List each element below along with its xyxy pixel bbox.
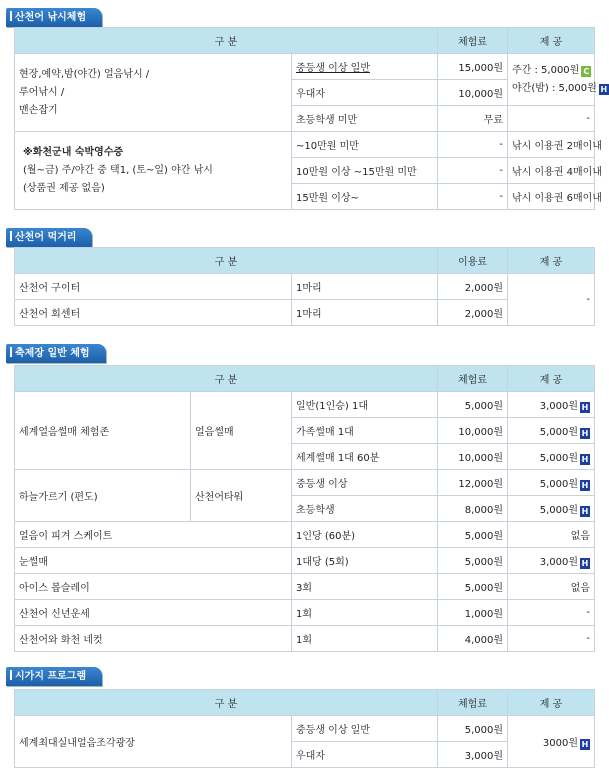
col-header-category: 구 분 xyxy=(15,28,438,54)
col-header-category: 구 분 xyxy=(15,366,438,392)
table-cell: 1,000원 xyxy=(438,600,508,626)
table-cell: - xyxy=(508,106,595,132)
h-icon: H xyxy=(581,480,589,490)
fishing-desc: 현장,예약,밤(야간) 얼음낚시 / 루어낚시 / 맨손잡기 xyxy=(15,54,292,132)
table-cell: 4,000원 xyxy=(438,626,508,652)
table-cell: 8,000원 xyxy=(438,496,508,522)
table-cell: 15만원 이상~ xyxy=(292,184,438,210)
table-cell: 중등생 이상 xyxy=(292,470,438,496)
table-cell: - xyxy=(438,132,508,158)
h-icon: H xyxy=(581,454,589,464)
table-cell: 아이스 봅슬레이 xyxy=(15,574,292,600)
table-cell: 우대자 xyxy=(292,742,438,768)
table-cell: 중등생 이상 일반 xyxy=(292,716,438,742)
table-cell: 1인당 (60분) xyxy=(292,522,438,548)
fishing-table xyxy=(14,27,608,210)
col-header-fee: 체험료 xyxy=(438,690,508,716)
food-table xyxy=(14,247,595,326)
table-cell: 1회 xyxy=(292,626,438,652)
table-cell: 없음 xyxy=(508,522,595,548)
table-cell: - xyxy=(508,274,595,326)
table-cell: 5,000원 xyxy=(438,716,508,742)
table-cell: 우대자 xyxy=(292,80,438,106)
table-cell: 없음 xyxy=(508,574,595,600)
section-title-fishing: 산천어 낚시체험 xyxy=(6,8,102,27)
table-cell: 2,000원 xyxy=(438,300,508,326)
table-cell: 1회 xyxy=(292,600,438,626)
table-cell: 1마리 xyxy=(292,300,438,326)
h-icon: H xyxy=(600,84,608,94)
table-cell: 세계얼음썰매 체험존 xyxy=(15,392,191,470)
table-cell: 10,000원 xyxy=(438,418,508,444)
table-cell: 산천어 구이터 xyxy=(15,274,292,300)
table-cell: - xyxy=(508,600,595,626)
coupon-icon: C xyxy=(581,66,591,77)
table-cell: - xyxy=(508,626,595,652)
col-header-offer: 제 공 xyxy=(508,690,595,716)
table-cell: 5,000원 xyxy=(438,392,508,418)
col-header-fee: 이용료 xyxy=(438,248,508,274)
table-cell: 산천어 신년운세 xyxy=(15,600,292,626)
table-cell: - xyxy=(438,158,508,184)
section-title-general: 축제장 일반 체험 xyxy=(6,344,106,363)
table-cell: 세계최대실내얼음조각광장 xyxy=(15,716,292,768)
table-cell: 가족썰매 1대 xyxy=(292,418,438,444)
table-cell: 5,000원 H xyxy=(508,470,595,496)
table-cell: 5,000원 xyxy=(438,522,508,548)
table-cell: 1대당 (5회) xyxy=(292,548,438,574)
table-cell: 2,000원 xyxy=(438,274,508,300)
section-title-food: 산천어 먹거리 xyxy=(6,228,92,247)
col-header-category: 구 분 xyxy=(15,248,438,274)
table-cell: 산천어 회센터 xyxy=(15,300,292,326)
col-header-offer: 제 공 xyxy=(508,28,595,54)
table-cell: 중등생 이상 일반 xyxy=(292,54,438,80)
table-cell: 얼음이 피겨 스케이트 xyxy=(15,522,292,548)
col-header-category: 구 분 xyxy=(15,690,438,716)
table-cell: 5,000원 xyxy=(438,574,508,600)
table-cell: 3,000원 H xyxy=(508,392,595,418)
col-header-offer: 제 공 xyxy=(508,248,595,274)
table-cell: 무료 xyxy=(438,106,508,132)
section-title-downtown: 시가지 프로그램 xyxy=(6,667,102,686)
table-cell: 산천어와 화천 네컷 xyxy=(15,626,292,652)
h-icon: H xyxy=(581,402,589,412)
table-cell: - xyxy=(438,184,508,210)
h-icon: H xyxy=(581,739,589,749)
table-cell: 3회 xyxy=(292,574,438,600)
table-cell: 낚시 이용권 6매이내 xyxy=(508,184,595,210)
table-cell: 초등학생 xyxy=(292,496,438,522)
table-cell: 10,000원 xyxy=(438,80,508,106)
col-header-offer: 제 공 xyxy=(508,366,595,392)
table-cell: 5,000원 xyxy=(438,548,508,574)
table-cell: 5,000원 H xyxy=(508,444,595,470)
table-cell: ~10만원 미만 xyxy=(292,132,438,158)
h-icon: H xyxy=(581,428,589,438)
table-cell: 눈썰매 xyxy=(15,548,292,574)
fishing-offer: 주간 : 5,000원 C 야간(밤) : 5,000원 H xyxy=(508,54,595,106)
table-cell: 15,000원 xyxy=(438,54,508,80)
downtown-table xyxy=(14,689,595,768)
table-cell: 하늘가르기 (편도) xyxy=(15,470,191,522)
col-header-fee: 체험료 xyxy=(438,366,508,392)
table-cell: 1마리 xyxy=(292,274,438,300)
table-cell: 낚시 이용권 4매이내 xyxy=(508,158,595,184)
table-cell: 10만원 이상 ~15만원 미만 xyxy=(292,158,438,184)
table-cell: 일반(1인승) 1대 xyxy=(292,392,438,418)
table-cell: 3,000원 xyxy=(438,742,508,768)
col-header-fee: 체험료 xyxy=(438,28,508,54)
table-cell: 10,000원 xyxy=(438,444,508,470)
table-cell: 초등학생 미만 xyxy=(292,106,438,132)
table-cell: 3,000원 H xyxy=(508,548,595,574)
table-cell: 5,000원 H xyxy=(508,496,595,522)
table-cell: 12,000원 xyxy=(438,470,508,496)
table-cell: 낚시 이용권 2매이내 xyxy=(508,132,595,158)
table-cell: 세계썰매 1대 60분 xyxy=(292,444,438,470)
h-icon: H xyxy=(581,506,589,516)
table-cell: 산천어타워 xyxy=(191,470,292,522)
h-icon: H xyxy=(581,558,589,568)
general-table xyxy=(14,365,595,652)
stay-desc: ※화천군내 숙박영수증 (월~금) 주/야간 중 택1, (토~일) 야간 낚시 (상품권 제공 없음) xyxy=(15,132,292,210)
table-cell: 5,000원 H xyxy=(508,418,595,444)
table-cell: 얼음썰매 xyxy=(191,392,292,470)
table-cell: 3000원 H xyxy=(508,716,595,768)
